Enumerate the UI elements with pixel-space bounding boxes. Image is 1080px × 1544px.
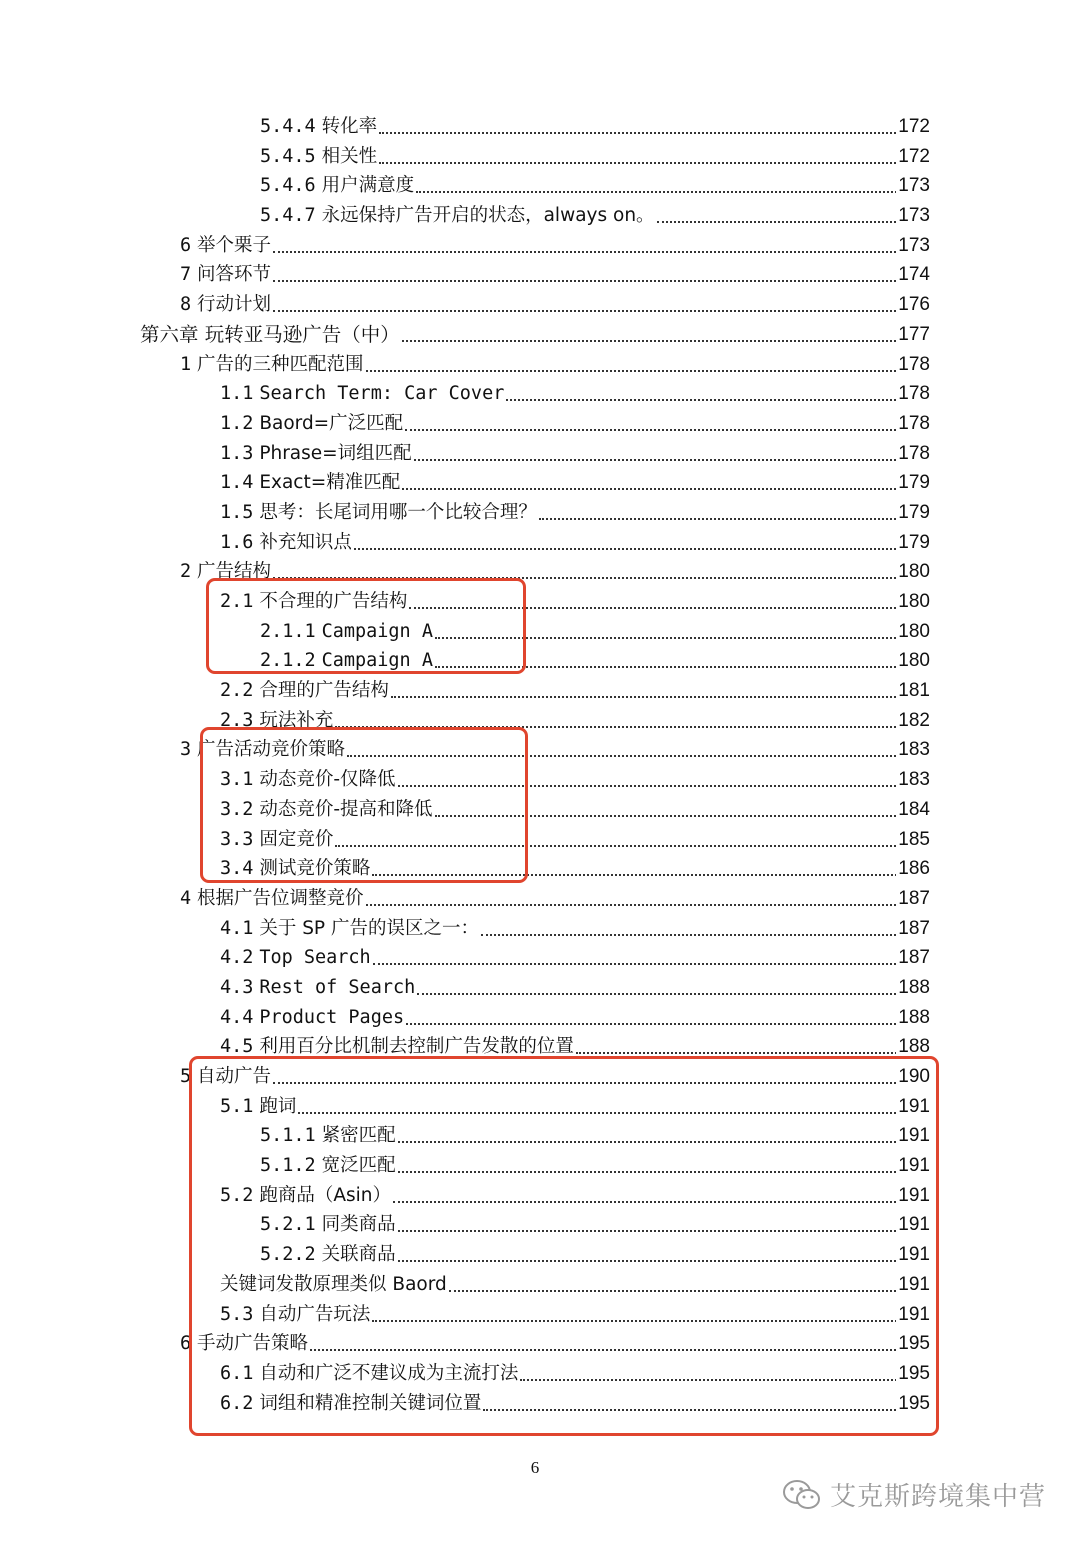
toc-entry[interactable] xyxy=(0,1121,1080,1151)
toc-entry-title xyxy=(140,320,402,350)
toc-entry[interactable] xyxy=(0,171,1080,201)
dot-leader xyxy=(393,1199,928,1203)
toc-entry-title xyxy=(220,587,409,617)
toc-entry-title xyxy=(220,498,539,528)
dot-leader xyxy=(539,516,928,520)
toc-entry[interactable] xyxy=(0,112,1080,142)
toc-entry-page: 180 xyxy=(896,557,930,587)
toc-entry-number: 3.4 xyxy=(220,858,254,880)
toc-entry-title xyxy=(220,973,417,1003)
toc-entry-page: 182 xyxy=(896,706,930,736)
toc-entry-text: 关键词发散原理类似 Baord xyxy=(220,1273,447,1295)
dot-leader xyxy=(273,308,928,312)
toc-entry-title xyxy=(180,557,273,587)
toc-entry-text: 固定竞价 xyxy=(259,828,334,850)
toc-entry-page: 183 xyxy=(896,765,930,795)
toc-entry[interactable] xyxy=(0,1003,1080,1033)
toc-entry-number: 2.1.1 xyxy=(260,620,316,642)
toc-entry-page: 180 xyxy=(896,617,930,647)
toc-entry-number: 4.4 xyxy=(220,1006,254,1028)
dot-leader xyxy=(335,724,928,728)
toc-entry-page: 179 xyxy=(896,498,930,528)
dot-leader xyxy=(379,130,928,134)
toc-entry[interactable] xyxy=(0,528,1080,558)
toc-entry-number: 5.1.2 xyxy=(260,1155,316,1177)
toc-entry[interactable] xyxy=(0,884,1080,914)
toc-entry-page: 188 xyxy=(896,1003,930,1033)
toc-entry-title xyxy=(220,1181,393,1211)
toc-entry-page: 191 xyxy=(896,1181,930,1211)
toc-entry[interactable] xyxy=(0,587,1080,617)
toc-entry-text: 举个栗子 xyxy=(197,234,272,256)
toc-entry-number: 2 xyxy=(180,561,192,583)
toc-entry-number: 5.4.5 xyxy=(260,145,316,167)
toc-entry-page: 178 xyxy=(896,439,930,469)
dot-leader xyxy=(398,1139,928,1143)
toc-entry-title xyxy=(220,1032,576,1062)
toc-entry-number: 8 xyxy=(180,294,192,316)
dot-leader xyxy=(416,189,928,193)
dot-leader xyxy=(435,813,928,817)
toc-entry-page: 183 xyxy=(896,735,930,765)
toc-entry-number: 5.1.1 xyxy=(260,1125,316,1147)
toc-entry-page: 186 xyxy=(896,854,930,884)
toc-entry-title xyxy=(180,350,366,380)
dot-leader xyxy=(354,546,928,550)
toc-entry-title xyxy=(220,825,335,855)
toc-entry-title xyxy=(220,854,372,884)
toc-entry[interactable] xyxy=(0,260,1080,290)
toc-entry-number: 3 xyxy=(180,739,192,761)
dot-leader xyxy=(298,1110,928,1114)
toc-entry-page: 187 xyxy=(896,884,930,914)
toc-entry-page: 173 xyxy=(896,231,930,261)
toc-entry-page: 188 xyxy=(896,973,930,1003)
toc-entry-page: 195 xyxy=(896,1329,930,1359)
toc-entry-text: Top Search xyxy=(259,947,371,969)
toc-entry-text: 根据广告位调整竞价 xyxy=(197,887,364,909)
toc-entry-page: 181 xyxy=(896,676,930,706)
dot-leader xyxy=(409,605,928,609)
toc-entry-text: 关联商品 xyxy=(321,1244,396,1266)
toc-entry-number: 4 xyxy=(180,887,192,909)
toc-entry-title xyxy=(220,1092,298,1122)
toc-entry-text: Campaign A xyxy=(321,620,433,642)
toc-entry[interactable] xyxy=(0,1240,1080,1270)
dot-leader xyxy=(273,249,928,253)
toc-entry-title xyxy=(180,290,273,320)
toc-entry[interactable] xyxy=(0,1270,1080,1300)
toc-entry-title xyxy=(220,1300,372,1330)
toc-entry[interactable] xyxy=(0,706,1080,736)
toc-entry-page: 172 xyxy=(896,142,930,172)
dot-leader xyxy=(398,1228,928,1232)
toc-entry-number: 2.3 xyxy=(220,709,254,731)
toc-entry-number: 5 xyxy=(180,1066,192,1087)
toc-entry[interactable] xyxy=(0,973,1080,1003)
toc-entry-page: 177 xyxy=(896,320,930,350)
toc-entry-number: 5.2 xyxy=(220,1184,254,1206)
toc-entry-number: 2.1 xyxy=(220,591,254,612)
toc-entry[interactable] xyxy=(0,646,1080,676)
dot-leader xyxy=(372,1318,928,1322)
toc-entry[interactable] xyxy=(0,557,1080,587)
dot-leader xyxy=(506,397,928,401)
toc-entry-number: 6 xyxy=(180,1333,192,1355)
toc-entry-text: 转化率 xyxy=(321,116,378,137)
dot-leader xyxy=(483,1407,928,1411)
dot-leader xyxy=(366,368,928,372)
toc-entry-number: 3.2 xyxy=(220,798,254,820)
toc-entry[interactable] xyxy=(0,795,1080,825)
toc-entry-text: Search Term: Car Cover xyxy=(259,383,505,405)
toc-entry-number: 4.1 xyxy=(220,917,254,939)
toc-entry-number: 7 xyxy=(180,264,192,286)
dot-leader xyxy=(335,843,928,847)
toc-entry-text: Rest of Search xyxy=(259,976,416,998)
toc-entry-number: 1.5 xyxy=(220,501,254,523)
toc-entry-page: 187 xyxy=(896,914,930,944)
toc-entry-text: 永远保持广告开启的状态，always on。 xyxy=(321,205,655,227)
toc-entry-text: 广告活动竞价策略 xyxy=(197,739,346,761)
toc-entry-number: 5.1 xyxy=(220,1095,254,1117)
dot-leader xyxy=(520,1377,928,1381)
toc-entry-text: 问答环节 xyxy=(197,264,272,286)
dot-leader xyxy=(449,1288,928,1292)
toc-entry-page: 176 xyxy=(896,290,930,320)
toc-entry-text: 紧密匹配 xyxy=(321,1125,396,1147)
toc-entry-number: 5.2.1 xyxy=(260,1214,316,1236)
dot-leader xyxy=(391,694,928,698)
toc-entry-number: 4.5 xyxy=(220,1036,254,1058)
toc-entry[interactable] xyxy=(0,231,1080,261)
toc-entry-title xyxy=(220,795,435,825)
toc-entry-text: 词组和精准控制关键词位置 xyxy=(259,1392,482,1414)
toc-entry-page: 184 xyxy=(896,795,930,825)
toc-entry-text: 利用百分比机制去控制广告发散的位置 xyxy=(259,1036,574,1058)
dot-leader xyxy=(398,1258,928,1262)
toc-entry[interactable] xyxy=(0,1151,1080,1181)
toc-entry-number: 5.4.7 xyxy=(260,205,316,227)
dot-leader xyxy=(310,1347,928,1351)
toc-entry[interactable] xyxy=(0,1032,1080,1062)
toc-entry-page: 195 xyxy=(896,1389,930,1419)
toc-entry-text: 相关性 xyxy=(321,145,378,167)
toc-entry-text: 自动和广泛不建议成为主流打法 xyxy=(259,1362,519,1384)
toc-entry-page: 191 xyxy=(896,1210,930,1240)
toc-entry-text: 自动广告 xyxy=(197,1066,272,1087)
toc-entry-title xyxy=(220,1003,406,1033)
toc-entry-text: Campaign A xyxy=(321,650,433,672)
toc-entry-number: 5.2.2 xyxy=(260,1244,316,1266)
toc-entry-text: 跑词 xyxy=(259,1095,297,1117)
toc-entry-page: 178 xyxy=(896,379,930,409)
toc-entry-title xyxy=(260,1240,398,1270)
toc-entry[interactable] xyxy=(0,320,1080,350)
toc-entry-number: 6 xyxy=(180,234,192,256)
toc-entry-title xyxy=(180,260,273,290)
toc-entry-page: 191 xyxy=(896,1092,930,1122)
toc-entry-title xyxy=(180,1329,310,1359)
toc-entry-text: 同类商品 xyxy=(321,1214,396,1236)
toc-entry-number: 6.1 xyxy=(220,1362,254,1384)
toc-entry-text: 广告结构 xyxy=(197,561,272,583)
dot-leader xyxy=(414,457,928,461)
toc-entry-text: Exact=精准匹配 xyxy=(259,472,401,494)
toc-entry[interactable] xyxy=(0,1389,1080,1419)
toc-entry-text: 广告的三种匹配范围 xyxy=(197,353,364,375)
dot-leader xyxy=(435,635,928,639)
toc-entry-title xyxy=(180,1062,273,1092)
toc-entry[interactable] xyxy=(0,290,1080,320)
toc-entry-text: 玩转亚马逊广告（中） xyxy=(204,322,400,346)
toc-entry-number: 3.3 xyxy=(220,828,254,850)
wechat-icon xyxy=(782,1478,822,1512)
toc-entry-number: 2.2 xyxy=(220,680,254,702)
toc-entry-text: 测试竞价策略 xyxy=(259,858,371,880)
toc-entry-title xyxy=(220,914,481,944)
toc-entry-title xyxy=(260,171,416,201)
dot-leader xyxy=(373,961,928,965)
toc-entry-title xyxy=(220,1270,449,1300)
toc-entry-text: Phrase=词组匹配 xyxy=(259,442,412,464)
toc-entry-title xyxy=(220,943,373,973)
toc-entry-number: 1.2 xyxy=(220,412,254,434)
toc-entry-title xyxy=(220,706,335,736)
toc-entry[interactable] xyxy=(0,1062,1080,1092)
toc-entry-number: 1.1 xyxy=(220,383,254,405)
toc-entry-title xyxy=(180,735,347,765)
toc-entry-page: 190 xyxy=(896,1062,930,1092)
toc-entry-title xyxy=(260,617,435,647)
watermark-text: 艾克斯跨境集中营 xyxy=(829,1482,1046,1512)
toc-entry-number: 5.4.4 xyxy=(260,116,316,137)
toc-entry-page: 180 xyxy=(896,587,930,617)
toc-entry-title xyxy=(220,379,506,409)
toc-entry-title xyxy=(180,884,366,914)
toc-entry[interactable] xyxy=(0,1092,1080,1122)
toc-entry-title xyxy=(220,409,405,439)
toc-entry-title xyxy=(220,439,414,469)
toc-entry[interactable] xyxy=(0,1300,1080,1330)
dot-leader xyxy=(347,753,928,757)
table-of-contents xyxy=(0,112,1080,1418)
toc-entry-number: 5.3 xyxy=(220,1303,254,1325)
toc-entry-text: 行动计划 xyxy=(197,294,272,316)
toc-entry-number: 第六章 xyxy=(140,322,199,346)
toc-entry[interactable] xyxy=(0,350,1080,380)
dot-leader xyxy=(379,160,928,164)
dot-leader xyxy=(657,219,928,223)
toc-entry[interactable] xyxy=(0,1329,1080,1359)
toc-entry-number: 4.2 xyxy=(220,947,254,969)
toc-entry-text: 自动广告玩法 xyxy=(259,1303,371,1325)
toc-entry-page: 179 xyxy=(896,468,930,498)
toc-entry-page: 179 xyxy=(896,528,930,558)
toc-entry-page: 172 xyxy=(896,112,930,142)
toc-entry[interactable] xyxy=(0,201,1080,231)
toc-entry-title xyxy=(220,468,402,498)
toc-entry[interactable] xyxy=(0,676,1080,706)
toc-entry-page: 178 xyxy=(896,409,930,439)
toc-entry-title xyxy=(220,1359,520,1389)
toc-entry-text: 动态竞价-仅降低 xyxy=(259,769,396,791)
toc-entry[interactable] xyxy=(0,825,1080,855)
toc-entry-text: Product Pages xyxy=(259,1006,405,1028)
dot-leader xyxy=(402,486,928,490)
watermark xyxy=(782,1476,1046,1513)
toc-entry-page: 191 xyxy=(896,1240,930,1270)
toc-entry-number: 2.1.2 xyxy=(260,650,316,672)
toc-entry-page: 191 xyxy=(896,1151,930,1181)
toc-entry-text: 合理的广告结构 xyxy=(259,680,389,702)
toc-entry-number: 6.2 xyxy=(220,1392,254,1414)
dot-leader xyxy=(417,991,928,995)
toc-entry-title xyxy=(260,1210,398,1240)
toc-entry-text: 动态竞价-提高和降低 xyxy=(259,798,433,820)
toc-entry-number: 5.4.6 xyxy=(260,175,316,197)
toc-entry-number: 1 xyxy=(180,353,192,375)
toc-entry-title xyxy=(220,676,391,706)
toc-entry-title xyxy=(220,765,398,795)
toc-entry-text: 不合理的广告结构 xyxy=(259,591,408,612)
toc-entry-page: 195 xyxy=(896,1359,930,1389)
dot-leader xyxy=(405,427,928,431)
toc-entry[interactable] xyxy=(0,1359,1080,1389)
toc-entry-page: 191 xyxy=(896,1300,930,1330)
toc-entry-text: 手动广告策略 xyxy=(197,1333,309,1355)
dot-leader xyxy=(366,902,928,906)
toc-entry-title xyxy=(260,1151,398,1181)
toc-entry-text: 跑商品（Asin） xyxy=(259,1184,391,1206)
toc-entry-page: 178 xyxy=(896,350,930,380)
toc-entry-text: Baord=广泛匹配 xyxy=(259,412,404,434)
toc-entry-title xyxy=(260,201,657,231)
toc-entry[interactable] xyxy=(0,498,1080,528)
toc-entry-title xyxy=(260,1121,398,1151)
toc-entry-number: 1.6 xyxy=(220,531,254,553)
toc-entry[interactable] xyxy=(0,468,1080,498)
toc-entry[interactable] xyxy=(0,854,1080,884)
toc-entry-text: 思考：长尾词用哪一个比较合理？ xyxy=(259,501,537,523)
toc-entry[interactable] xyxy=(0,1181,1080,1211)
toc-entry-page: 191 xyxy=(896,1270,930,1300)
toc-entry[interactable] xyxy=(0,735,1080,765)
dot-leader xyxy=(273,1080,928,1084)
dot-leader xyxy=(435,664,928,668)
toc-entry-page: 180 xyxy=(896,646,930,676)
toc-entry-title xyxy=(180,231,273,261)
toc-entry[interactable] xyxy=(0,765,1080,795)
toc-entry-text: 用户满意度 xyxy=(321,175,415,197)
toc-entry-page: 185 xyxy=(896,825,930,855)
toc-entry-number: 1.4 xyxy=(220,472,254,494)
toc-entry-text: 补充知识点 xyxy=(259,531,352,553)
toc-entry[interactable] xyxy=(0,943,1080,973)
dot-leader xyxy=(398,783,928,787)
toc-entry-text: 关于 SP 广告的误区之一： xyxy=(259,917,479,939)
toc-entry-text: 玩法补充 xyxy=(259,709,334,731)
toc-entry[interactable] xyxy=(0,914,1080,944)
dot-leader xyxy=(372,872,928,876)
toc-entry-page: 173 xyxy=(896,201,930,231)
toc-entry-number: 3.1 xyxy=(220,769,254,791)
dot-leader xyxy=(402,338,928,342)
toc-entry-title xyxy=(220,528,354,558)
toc-entry-number: 4.3 xyxy=(220,976,254,998)
toc-entry[interactable] xyxy=(0,1210,1080,1240)
dot-leader xyxy=(481,932,928,936)
dot-leader xyxy=(398,1169,928,1173)
dot-leader xyxy=(406,1021,928,1025)
toc-entry-page: 173 xyxy=(896,171,930,201)
toc-entry[interactable] xyxy=(0,409,1080,439)
toc-entry-title xyxy=(220,1389,483,1419)
toc-entry[interactable] xyxy=(0,617,1080,647)
dot-leader xyxy=(576,1050,928,1054)
toc-entry-page: 187 xyxy=(896,943,930,973)
page-number: 6 xyxy=(530,1458,540,1477)
toc-entry-page: 174 xyxy=(896,260,930,290)
dot-leader xyxy=(273,575,928,579)
toc-entry[interactable] xyxy=(0,439,1080,469)
toc-entry-number: 1.3 xyxy=(220,442,254,464)
toc-entry-title xyxy=(260,112,379,142)
toc-entry[interactable] xyxy=(0,142,1080,172)
toc-entry[interactable] xyxy=(0,379,1080,409)
toc-entry-title xyxy=(260,646,435,676)
toc-entry-text: 宽泛匹配 xyxy=(321,1155,396,1177)
toc-entry-title xyxy=(260,142,379,172)
dot-leader xyxy=(273,278,928,282)
toc-entry-page: 188 xyxy=(896,1032,930,1062)
toc-entry-page: 191 xyxy=(896,1121,930,1151)
